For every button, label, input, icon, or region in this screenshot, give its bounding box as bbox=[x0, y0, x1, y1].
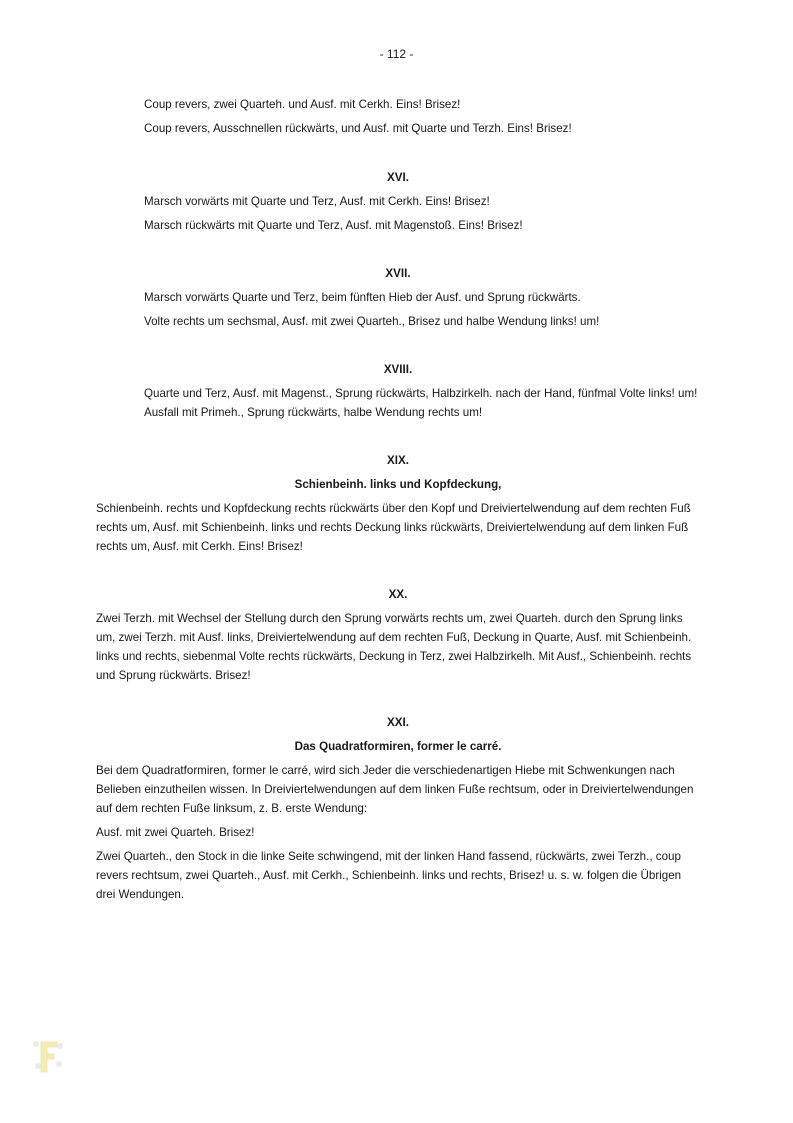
section-numeral: XVIII. bbox=[383, 363, 413, 376]
paragraph: Zwei Quarteh., den Stock in die linke Seite schwingend, mit der linken Hand fassend, rückwärts, zwei Terzh., coup revers rechtsum, zwei Quarteh., Ausf. mit Cerkh., Schienbeinh. links und rechts, Brisez! u. s. w. folgen die Übrigen drei Wendungen. bbox=[96, 850, 682, 901]
paragraph: Marsch vorwärts mit Quarte und Terz, Ausf. mit Cerkh. Eins! Brisez! bbox=[144, 195, 490, 208]
section-numeral: XXI. bbox=[387, 716, 409, 729]
section-numeral: XIX. bbox=[387, 454, 409, 467]
paragraph: Zwei Terzh. mit Wechsel der Stellung durch den Sprung vorwärts rechts um, zwei Quarteh. durch den Sprung links um, zwei Terzh. mit Ausf. links, Dreiviertelwendung auf dem rechten Fuß, Deckung in Quarte, Ausf. mit Schienbeinh. links und rechts, siebenmal Volte rechts rückwärts, Deckung in Terz, zwei Halbzirkelh. Mit Ausf., Schienbeinh. rechts und Sprung rückwärts. Brisez! bbox=[96, 612, 692, 682]
paragraph: Schienbeinh. rechts und Kopfdeckung rechts rückwärts über den Kopf und Dreiviertelwendung auf dem rechten Fuß rechts um, Ausf. mit Schienbeinh. links und rechts Deckung links rückwärts, Dreiviertelwendung auf dem linken Fuß rechts um, Ausf. mit Cerkh. Eins! Brisez! bbox=[96, 502, 691, 553]
section-xviii bbox=[96, 360, 700, 379]
section-xix bbox=[96, 451, 700, 556]
section-xviii-body bbox=[144, 384, 700, 422]
section-xxi bbox=[96, 713, 700, 904]
page-number: - 112 - bbox=[379, 47, 414, 61]
section-xx bbox=[96, 585, 700, 685]
f-logo-watermark-icon bbox=[30, 1036, 66, 1076]
section-xvi-body bbox=[144, 192, 700, 235]
intro-block bbox=[144, 95, 700, 138]
section-xvii-body bbox=[144, 288, 700, 331]
section-xvii bbox=[96, 264, 700, 283]
section-numeral: XX. bbox=[388, 588, 408, 601]
intro-line: Coup revers, Ausschnellen rückwärts, und Ausf. mit Quarte und Terzh. Eins! Brisez! bbox=[144, 122, 572, 135]
paragraph: Marsch vorwärts Quarte und Terz, beim fünften Hieb der Ausf. und Sprung rückwärts. bbox=[144, 291, 581, 304]
section-numeral: XVI. bbox=[387, 171, 409, 184]
section-subtitle: Schienbeinh. links und Kopfdeckung, bbox=[294, 478, 502, 491]
paragraph: Bei dem Quadratformiren, former le carré, wird sich Jeder die verschiedenartigen Hiebe mit Schwenkungen nach Belieben einzutheilen wissen. In Dreiviertelwendungen auf dem linken Fuße rechtsum, oder in Dreiviertelwendungen auf dem rechten Fuße linksum, z. B. erste Wendung: bbox=[96, 764, 694, 815]
paragraph: Marsch rückwärts mit Quarte und Terz, Ausf. mit Magenstoß. Eins! Brisez! bbox=[144, 219, 523, 232]
paragraph: Quarte und Terz, Ausf. mit Magenst., Sprung rückwärts, Halbzirkelh. nach der Hand, fünfmal Volte links! um! Ausfall mit Primeh., Sprung rückwärts, halbe Wendung rechts um! bbox=[144, 387, 698, 419]
intro-line: Coup revers, zwei Quarteh. und Ausf. mit Cerkh. Eins! Brisez! bbox=[144, 98, 461, 111]
paragraph: Volte rechts um sechsmal, Ausf. mit zwei Quarteh., Brisez und halbe Wendung links! um! bbox=[144, 315, 600, 328]
section-subtitle: Das Quadratformiren, former le carré. bbox=[294, 740, 502, 753]
section-xvi bbox=[96, 168, 700, 192]
paragraph: Ausf. mit zwei Quarteh. Brisez! bbox=[96, 826, 255, 839]
section-numeral: XVII. bbox=[385, 267, 411, 280]
